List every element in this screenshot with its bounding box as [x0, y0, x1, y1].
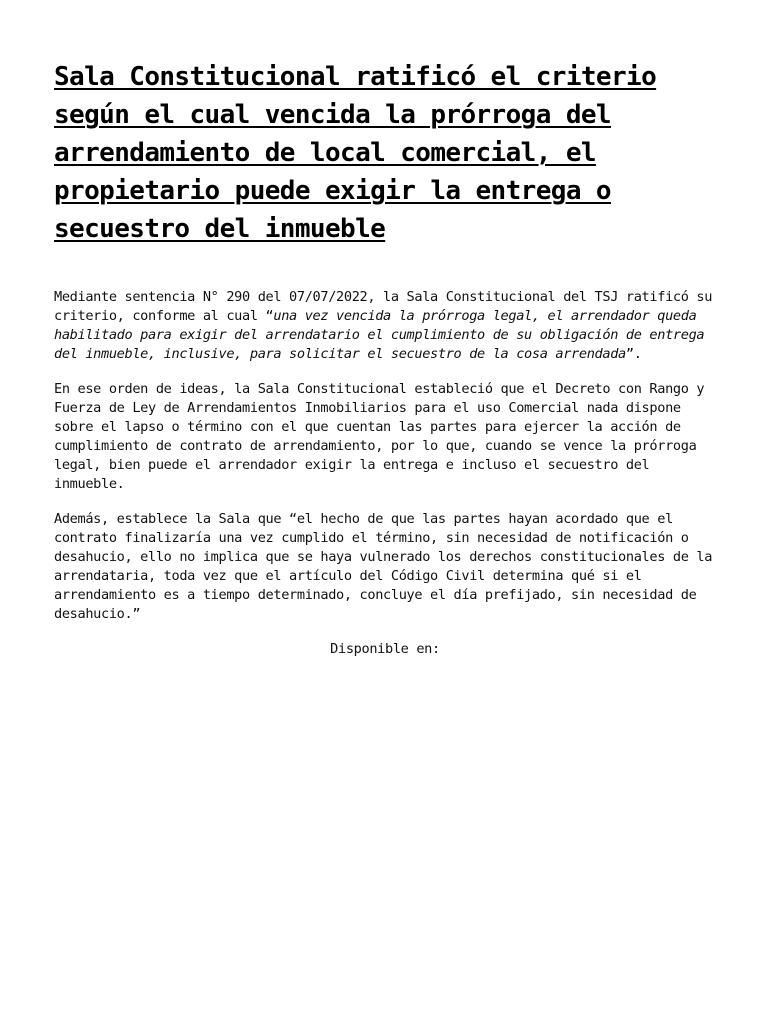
paragraph-closing-text: ”.	[625, 346, 642, 362]
paragraph-intro-text: Mediante sentencia N° 290 del 07/07/2022, la Sala Constitucional del TSJ ratificó su criterio, conforme al cual “	[54, 289, 713, 324]
quoted-criterion: una vez vencida la prórroga legal, el arrendador queda habilitado para exigir del arrendatario el cumplimiento de su obligación de entrega del inmueble, inclusive, para solicitar el secuestro de la cosa arrendada	[54, 308, 705, 362]
paragraph-sentence-intro	[54, 288, 716, 364]
article	[54, 58, 716, 659]
paragraph-contract: Además, establece la Sala que “el hecho de que las partes hayan acordado que el contrato finalizaría una vez cumplido el término, sin necesidad de notificación o desahucio, ello no implica que se haya vulnerado los derechos constitucionales de la arrendataria, toda vez que el artículo del Código Civil determina qué si el arrendamiento es a tiempo determinado, concluye el día prefijado, sin necesidad de desahucio.”	[54, 511, 713, 622]
available-at-label: Disponible en:	[330, 641, 440, 657]
paragraph-decree: En ese orden de ideas, la Sala Constitucional estableció que el Decreto con Rango y Fuerza de Ley de Arrendamientos Inmobiliarios para el uso Comercial nada dispone sobre el lapso o término con el que cuentan las partes para ejercer la acción de cumplimiento de contrato de arrendamiento, por lo que, cuando se vence la prórroga legal, bien puede el arrendador exigir la entrega e incluso el secuestro del inmueble.	[54, 381, 705, 492]
article-title: Sala Constitucional ratificó el criterio según el cual vencida la prórroga del arrendamiento de local comercial, el propietario puede exigir la entrega o secuestro del inmueble	[54, 62, 657, 244]
